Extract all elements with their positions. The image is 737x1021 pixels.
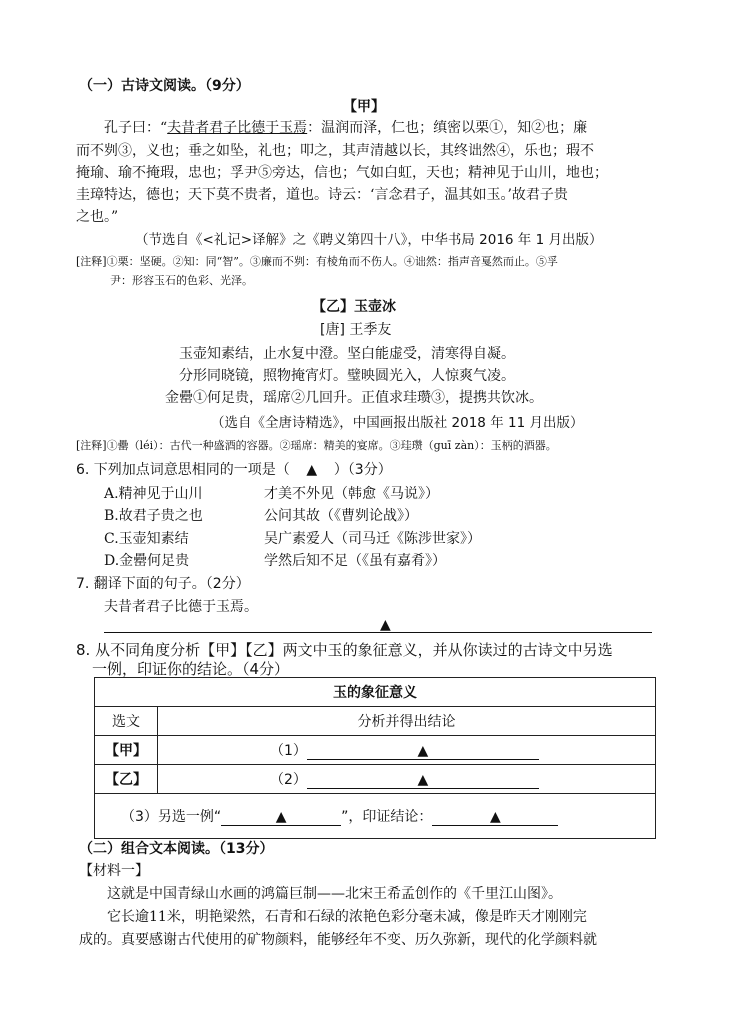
q6-option-c-ref: 吴广素爱人（司马迁《陈涉世家》） xyxy=(264,531,481,547)
text-b-heading: 【乙】玉壶冰 xyxy=(312,299,396,315)
poem-line-1: 玉壶知素结，止水复中澄。坚白能虚受，清寒得自凝。 xyxy=(179,346,515,362)
underlined-sentence: 夫昔者君子比德于玉焉 xyxy=(167,120,308,136)
q6-option-a-ref: 才美不外见（韩愈《马说》） xyxy=(264,486,439,502)
answer-blank-4: ▲ xyxy=(432,809,558,826)
q6-option-b: B.故君子贵之也 xyxy=(104,508,203,524)
table-row-jia-answer[interactable]: （1） ▲ xyxy=(158,736,656,765)
material-1-label: 【材料一】 xyxy=(79,863,149,879)
text-a-line-5: 之也。” xyxy=(76,209,119,225)
q6-stem: 6. 下列加点词意思相同的一项是（ ▲ ）（3分） xyxy=(76,462,392,478)
q7-sentence: 夫昔者君子比德于玉焉。 xyxy=(104,599,258,615)
q7-answer-line[interactable] xyxy=(104,632,652,633)
section2-title: （二）组合文本阅读。（13分） xyxy=(79,841,274,857)
table-col-header-analysis: 分析并得出结论 xyxy=(158,707,656,736)
text-a-line-4: 圭璋特达，德也；天下莫不贵者，道也。诗云：‘言念君子，温其如玉。’故君子贵 xyxy=(76,187,568,203)
q6-option-a: A.精神见于山川 xyxy=(104,486,203,502)
text-a-note-2: 尹：形容玉石的色彩、光泽。 xyxy=(110,274,253,287)
text-b-source: （选自《全唐诗精选》，中国画报出版社 2018 年 11 月出版） xyxy=(211,415,584,431)
text-a-line-2: 而不刿③，义也；垂之如坠，礼也；叩之，其声清越以长，其终诎然④，乐也；瑕不 xyxy=(76,143,594,159)
q6-option-c: C.玉壶知素结 xyxy=(104,531,189,547)
poem-line-2: 分形同晓镜，照物掩宵灯。璧映圆光入，人惊爽气凌。 xyxy=(179,368,515,384)
q8-line-2: 一例，印证你的结论。（4分） xyxy=(92,660,290,678)
text-a-line-1: 孔子曰：“夫昔者君子比德于玉焉：温润而泽，仁也；缜密以栗①，知②也；廉 xyxy=(104,120,588,136)
q6-option-b-ref: 公问其故（《曹刿论战》） xyxy=(264,508,418,524)
q6-option-d-ref: 学然后知不足（《虽有嘉肴》） xyxy=(264,553,446,569)
answer-blank-2: ▲ xyxy=(307,772,539,789)
q8-line-1: 8. 从不同角度分析【甲】【乙】两文中玉的象征意义，并从你读过的古诗文中另选 xyxy=(76,641,613,659)
table-col-header-text: 选文 xyxy=(95,707,158,736)
table-row-extra-example[interactable]: （3）另选一例“ ▲ ”，印证结论： ▲ xyxy=(95,794,656,839)
answer-mark: ▲ xyxy=(306,462,318,478)
answer-blank-1: ▲ xyxy=(307,743,539,760)
jade-symbolism-table xyxy=(94,677,656,839)
table-title: 玉的象征意义 xyxy=(95,678,656,707)
q6-option-d: D.金罍何足贵 xyxy=(104,553,190,569)
text-a-source: （节选自《<礼记>译解》之《聘义第四十八》，中华书局 2016 年 1 月出版） xyxy=(135,232,603,248)
q7-stem: 7. 翻译下面的句子。（2分） xyxy=(76,576,250,592)
answer-blank-3: ▲ xyxy=(221,809,341,826)
text-b-note: [注释]①罍（léi）：古代一种盛酒的容器。②瑶席：精美的宴席。③珪瓒（guī zàn）：玉柄的酒器。 xyxy=(76,439,557,452)
material-1-line-1: 这就是中国青绿山水画的鸿篇巨制——北宋王希孟创作的《千里江山图》。 xyxy=(107,886,562,902)
material-1-line-3: 成的。真要感谢古代使用的矿物颜料，能够经年不变、历久弥新，现代的化学颜料就 xyxy=(79,932,597,948)
text-a-note-1: [注释]①栗：坚硬。②知：同“智”。③廉而不刿：有棱角而不伤人。④诎然：指声音戛然而止。⑤孚 xyxy=(76,255,558,268)
poem-line-3: 金罍①何足贵，瑶席②几回升。正值求珪瓒③，提携共饮冰。 xyxy=(165,390,543,406)
text-a-heading: 【甲】 xyxy=(343,99,385,115)
text-a-line-3: 掩瑜、瑜不掩瑕，忠也；孚尹⑤旁达，信也；气如白虹，天也；精神见于山川，地也； xyxy=(76,165,608,181)
text-b-author: [唐] 王季友 xyxy=(320,322,392,338)
q7-answer-mark: ▲ xyxy=(380,617,391,633)
section1-title: （一）古诗文阅读。（9分） xyxy=(79,78,250,94)
table-row-yi-label: 【乙】 xyxy=(95,765,158,794)
table-row-yi-answer[interactable]: （2） ▲ xyxy=(158,765,656,794)
table-row-jia-label: 【甲】 xyxy=(95,736,158,765)
material-1-line-2: 它长逾11米，明艳梁然，石青和石绿的浓艳色彩分毫未减，像是昨天才刚刚完 xyxy=(107,909,587,925)
